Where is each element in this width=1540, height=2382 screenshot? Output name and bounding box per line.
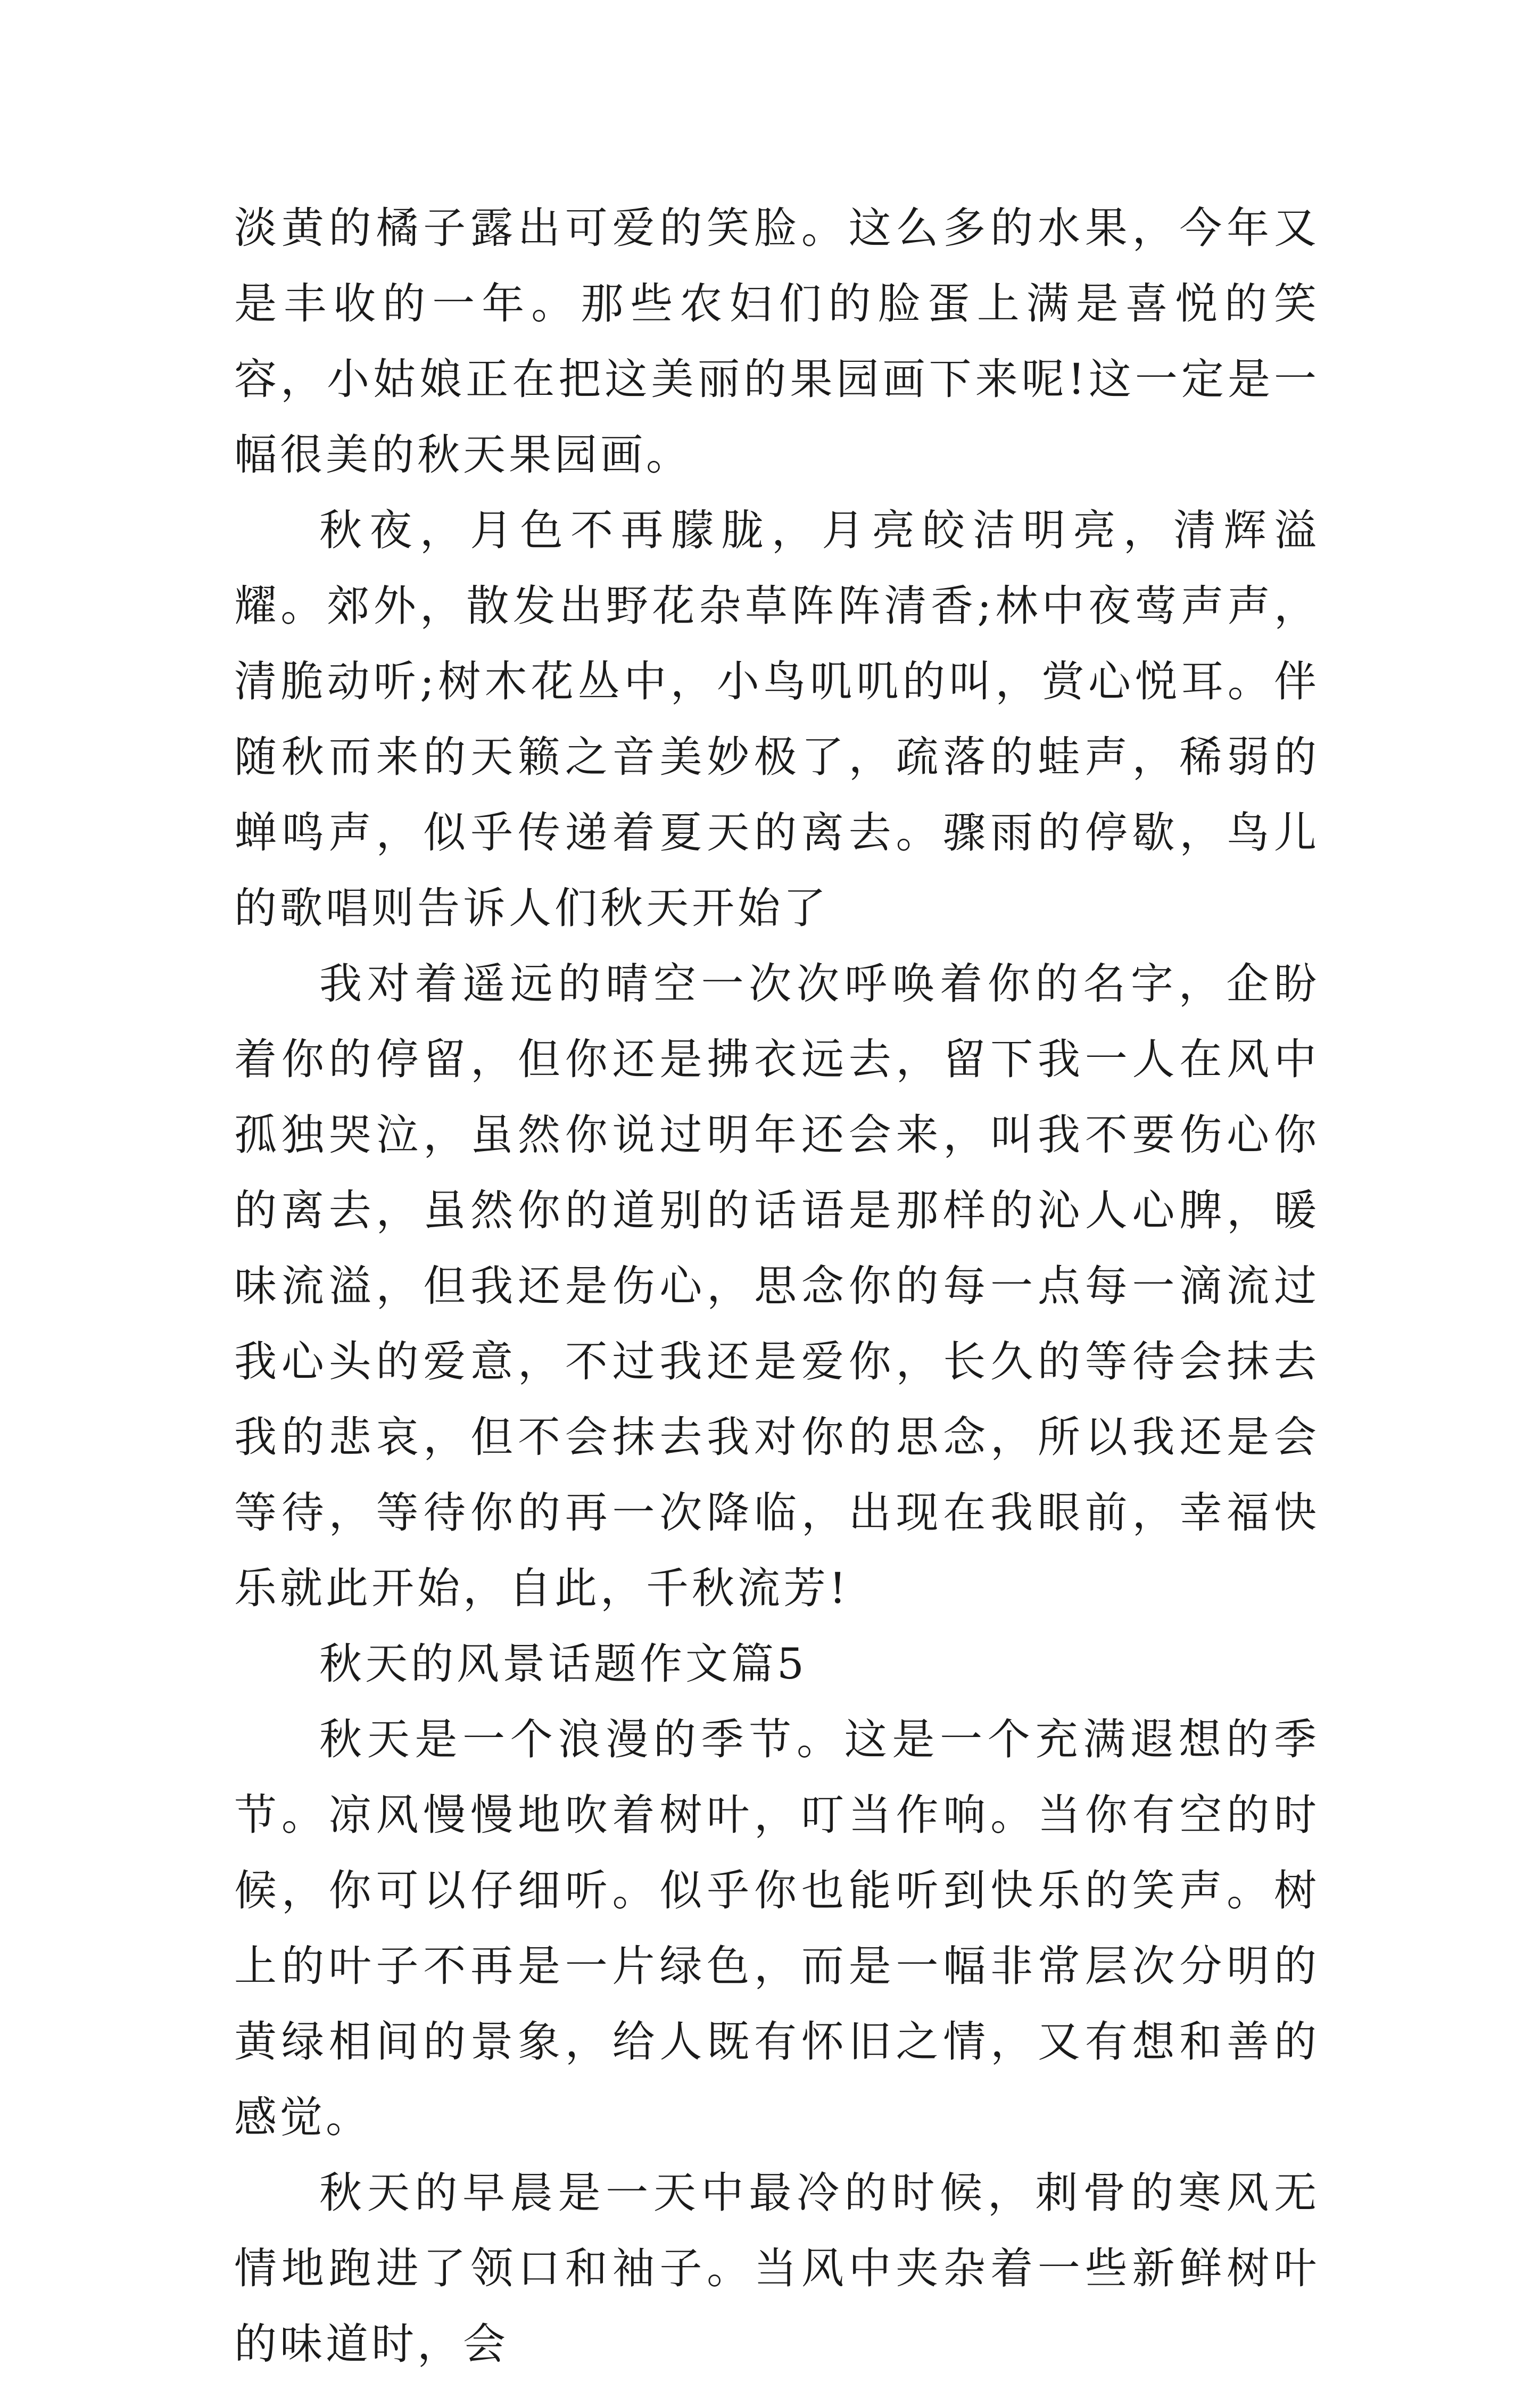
paragraph-romantic-season: 秋天是一个浪漫的季节。这是一个充满遐想的季节。凉风慢慢地吹着树叶，叮当作响。当你有空的时候，你可以仔细听。似乎你也能听到快乐的笑声。树上的叶子不再是一片绿色，而是一幅非常层次分明的黄绿相间的景象，给人既有怀旧之情，又有想和善的感觉。 [234,1715,1320,2142]
section-heading: 秋天的风景话题作文篇5 [319,1639,807,1689]
paragraph-farewell: 我对着遥远的晴空一次次呼唤着你的名字，企盼着你的停留，但你还是拂衣远去，留下我一人在风中孤独哭泣，虽然你说过明年还会来，叫我不要伤心你的离去，虽然你的道别的话语是那样的沁人心脾，暖味流溢，但我还是伤心，思念你的每一点每一滴流过我心头的爱意，不过我还是爱你，长久的等待会抹去我的悲哀，但不会抹去我对你的思念，所以我还是会等待，等待你的再一次降临，出现在我眼前，幸福快乐就此开始，自此，千秋流芳! [234,959,1320,1613]
document-body [234,191,1320,2382]
paragraph-orchard: 淡黄的橘子露出可爱的笑脸。这么多的水果，今年又是丰收的一年。那些农妇们的脸蛋上满是喜悦的笑容，小姑娘正在把这美丽的果园画下来呢!这一定是一幅很美的秋天果园画。 [234,203,1320,479]
paragraph-autumn-morning: 秋天的早晨是一天中最冷的时候，刺骨的寒风无情地跑进了领口和袖子。当风中夹杂着一些新鲜树叶的味道时，会 [234,2168,1320,2369]
paragraph-autumn-night: 秋夜，月色不再朦胧，月亮皎洁明亮，清辉溢耀。郊外，散发出野花杂草阵阵清香;林中夜莺声声，清脆动听;树木花丛中，小鸟叽叽的叫，赏心悦耳。伴随秋而来的天籁之音美妙极了，疏落的蛙声，稀弱的蝉鸣声，似乎传递着夏天的离去。骤雨的停歇，鸟儿的歌唱则告诉人们秋天开始了 [234,506,1320,933]
